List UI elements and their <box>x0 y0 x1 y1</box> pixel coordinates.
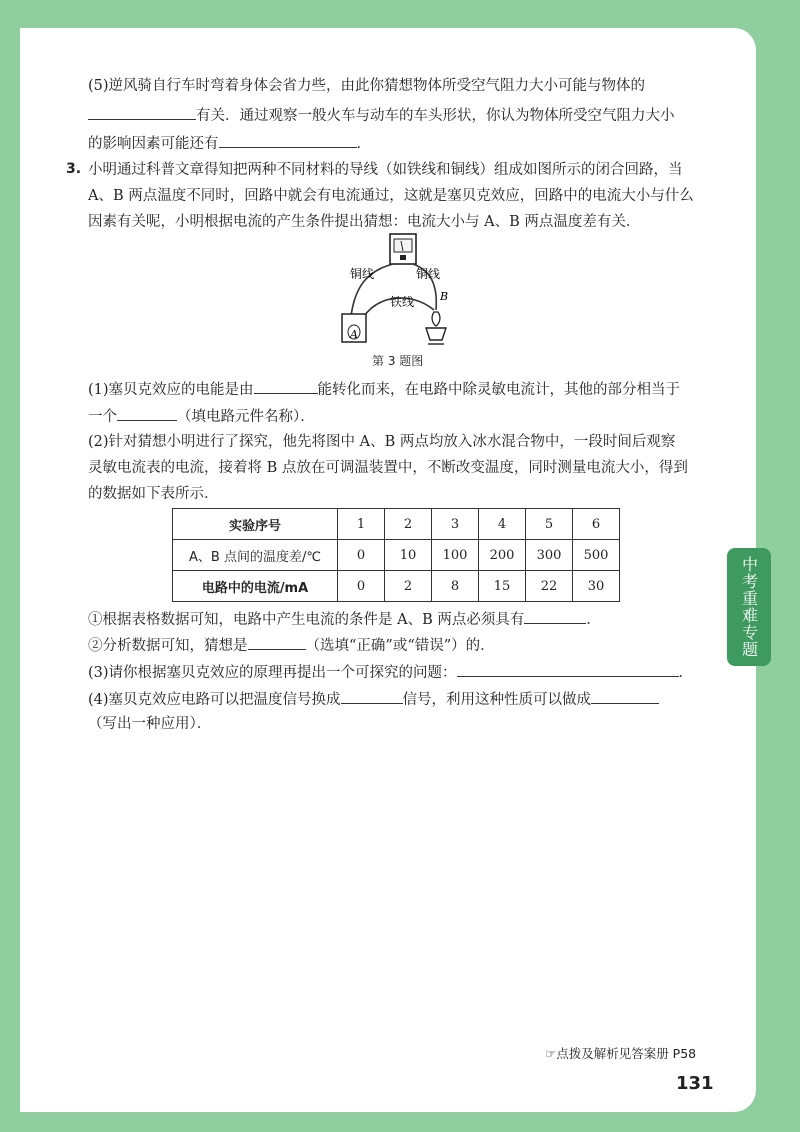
q5-line1: (5)逆风骑自行车时弯着身体会省力些，由此你猜想物体所受空气阻力大小可能与物体的 <box>88 78 646 94</box>
answer-blank[interactable] <box>117 405 177 421</box>
q3-c1-text: ①根据表格数据可知，电路中产生电流的条件是 A、B 两点必须具有 <box>88 612 525 628</box>
q3-part1-text-c: 一个 <box>88 409 117 425</box>
table-cell: 22 <box>526 571 573 602</box>
table-cell: 4 <box>479 509 526 540</box>
table-cell: 8 <box>432 571 479 602</box>
q3-part3-end: ． <box>678 665 694 681</box>
table-cell: 300 <box>526 540 573 571</box>
table-cell: 100 <box>432 540 479 571</box>
q5-line3 <box>88 132 371 154</box>
section-tab[interactable]: 中考重难专题 <box>727 548 771 666</box>
table-cell: 3 <box>432 509 479 540</box>
q3-conclusion-2 <box>88 634 495 656</box>
answer-blank[interactable] <box>341 688 403 704</box>
q3-line1: 小明通过科普文章得知把两种不同材料的导线（如铁线和铜线）组成如图所示的闭合回路，当 <box>88 162 683 178</box>
label-copper-left: 铜线 <box>350 267 375 281</box>
table-cell: 0 <box>338 571 385 602</box>
q3-conclusion-1 <box>88 608 601 630</box>
q3-part4-line2: （写出一种应用）． <box>88 716 212 732</box>
q5-line3-end: ． <box>356 136 371 152</box>
q3-part1-text-b: 能转化而来，在电路中除灵敏电流计，其他的部分相当于 <box>317 382 681 398</box>
q3-part2-line2: 灵敏电流表的电流，接着将 B 点放在可调温装置中，不断改变温度，同时测量电流大小，得到 <box>88 460 688 476</box>
q3-c1-end: ． <box>586 612 601 628</box>
q3-part1-text-d: （填电路元件名称）． <box>177 409 315 425</box>
table-cell: 5 <box>526 509 573 540</box>
table-row <box>173 540 620 571</box>
q3-line3: 因素有关呢，小明根据电流的产生条件提出猜想：电流大小与 A、B 两点温度差有关． <box>88 214 641 230</box>
label-b: B <box>440 290 449 303</box>
table-row <box>173 509 620 540</box>
burner-icon <box>426 328 446 340</box>
q5-line2-text: 有关．通过观察一般火车与动车的车头形状，你认为物体所受空气阻力大小 <box>196 108 675 124</box>
q3-part4-text-b: 信号，利用这种性质可以做成 <box>402 692 592 708</box>
label-iron: 铁线 <box>390 295 415 309</box>
answer-blank[interactable] <box>248 634 306 650</box>
answer-blank[interactable] <box>88 104 196 120</box>
q3-part1-line2 <box>88 405 315 427</box>
seebeck-circuit-figure <box>330 232 470 362</box>
table-cell: 0 <box>338 540 385 571</box>
table-cell: 2 <box>385 509 432 540</box>
q5-line3-text: 的影响因素可能还有 <box>88 136 219 152</box>
q3-part1-text-a: (1)塞贝克效应的电能是由 <box>88 382 254 398</box>
table-cell: 10 <box>385 540 432 571</box>
q3-part3 <box>88 661 693 683</box>
q3-part1-line1 <box>88 378 680 400</box>
page-number: 131 <box>676 1073 714 1094</box>
label-copper-right: 铜线 <box>416 267 441 281</box>
table-cell: 200 <box>479 540 526 571</box>
q3-c2-text-b: （选填“正确”或“错误”）的． <box>305 638 495 654</box>
question-number: 3. <box>66 161 82 177</box>
q3-part2-line1: (2)针对猜想小明进行了探究，他先将图中 A、B 两点均放入冰水混合物中，一段时间后观察 <box>88 434 676 450</box>
q3-part2-line3: 的数据如下表所示． <box>88 486 219 502</box>
table-cell: 6 <box>573 509 620 540</box>
answer-blank[interactable] <box>219 132 357 148</box>
table-row <box>173 571 620 602</box>
row-header: 实验序号 <box>173 509 338 540</box>
q3-c2-text-a: ②分析数据可知，猜想是 <box>88 638 248 654</box>
figure-caption: 第 3 题图 <box>372 354 424 368</box>
q3-line2: A、B 两点温度不同时，回路中就会有电流通过，这就是塞贝克效应，回路中的电流大小与什么 <box>88 188 694 204</box>
q3-part3-text: (3)请你根据塞贝克效应的原理再提出一个可探究的问题： <box>88 665 457 681</box>
table-cell: 2 <box>385 571 432 602</box>
row-header: A、B 点间的温度差/℃ <box>173 540 338 571</box>
q5-line2 <box>88 104 675 126</box>
flame-icon <box>432 312 440 326</box>
answer-blank[interactable] <box>254 378 318 394</box>
table-cell: 15 <box>479 571 526 602</box>
answer-blank[interactable] <box>591 688 659 704</box>
table-cell: 1 <box>338 509 385 540</box>
answer-blank[interactable] <box>457 661 679 677</box>
row-header: 电路中的电流/mA <box>173 571 338 602</box>
table-cell: 500 <box>573 540 620 571</box>
label-a: A <box>350 328 358 341</box>
answer-reference-note: ☞点拨及解析见答案册 P58 <box>545 1046 697 1061</box>
answer-blank[interactable] <box>524 608 586 624</box>
q3-part4-line1 <box>88 688 659 710</box>
q3-part4-text-a: (4)塞贝克效应电路可以把温度信号换成 <box>88 692 341 708</box>
data-table <box>172 508 620 602</box>
table-cell: 30 <box>573 571 620 602</box>
